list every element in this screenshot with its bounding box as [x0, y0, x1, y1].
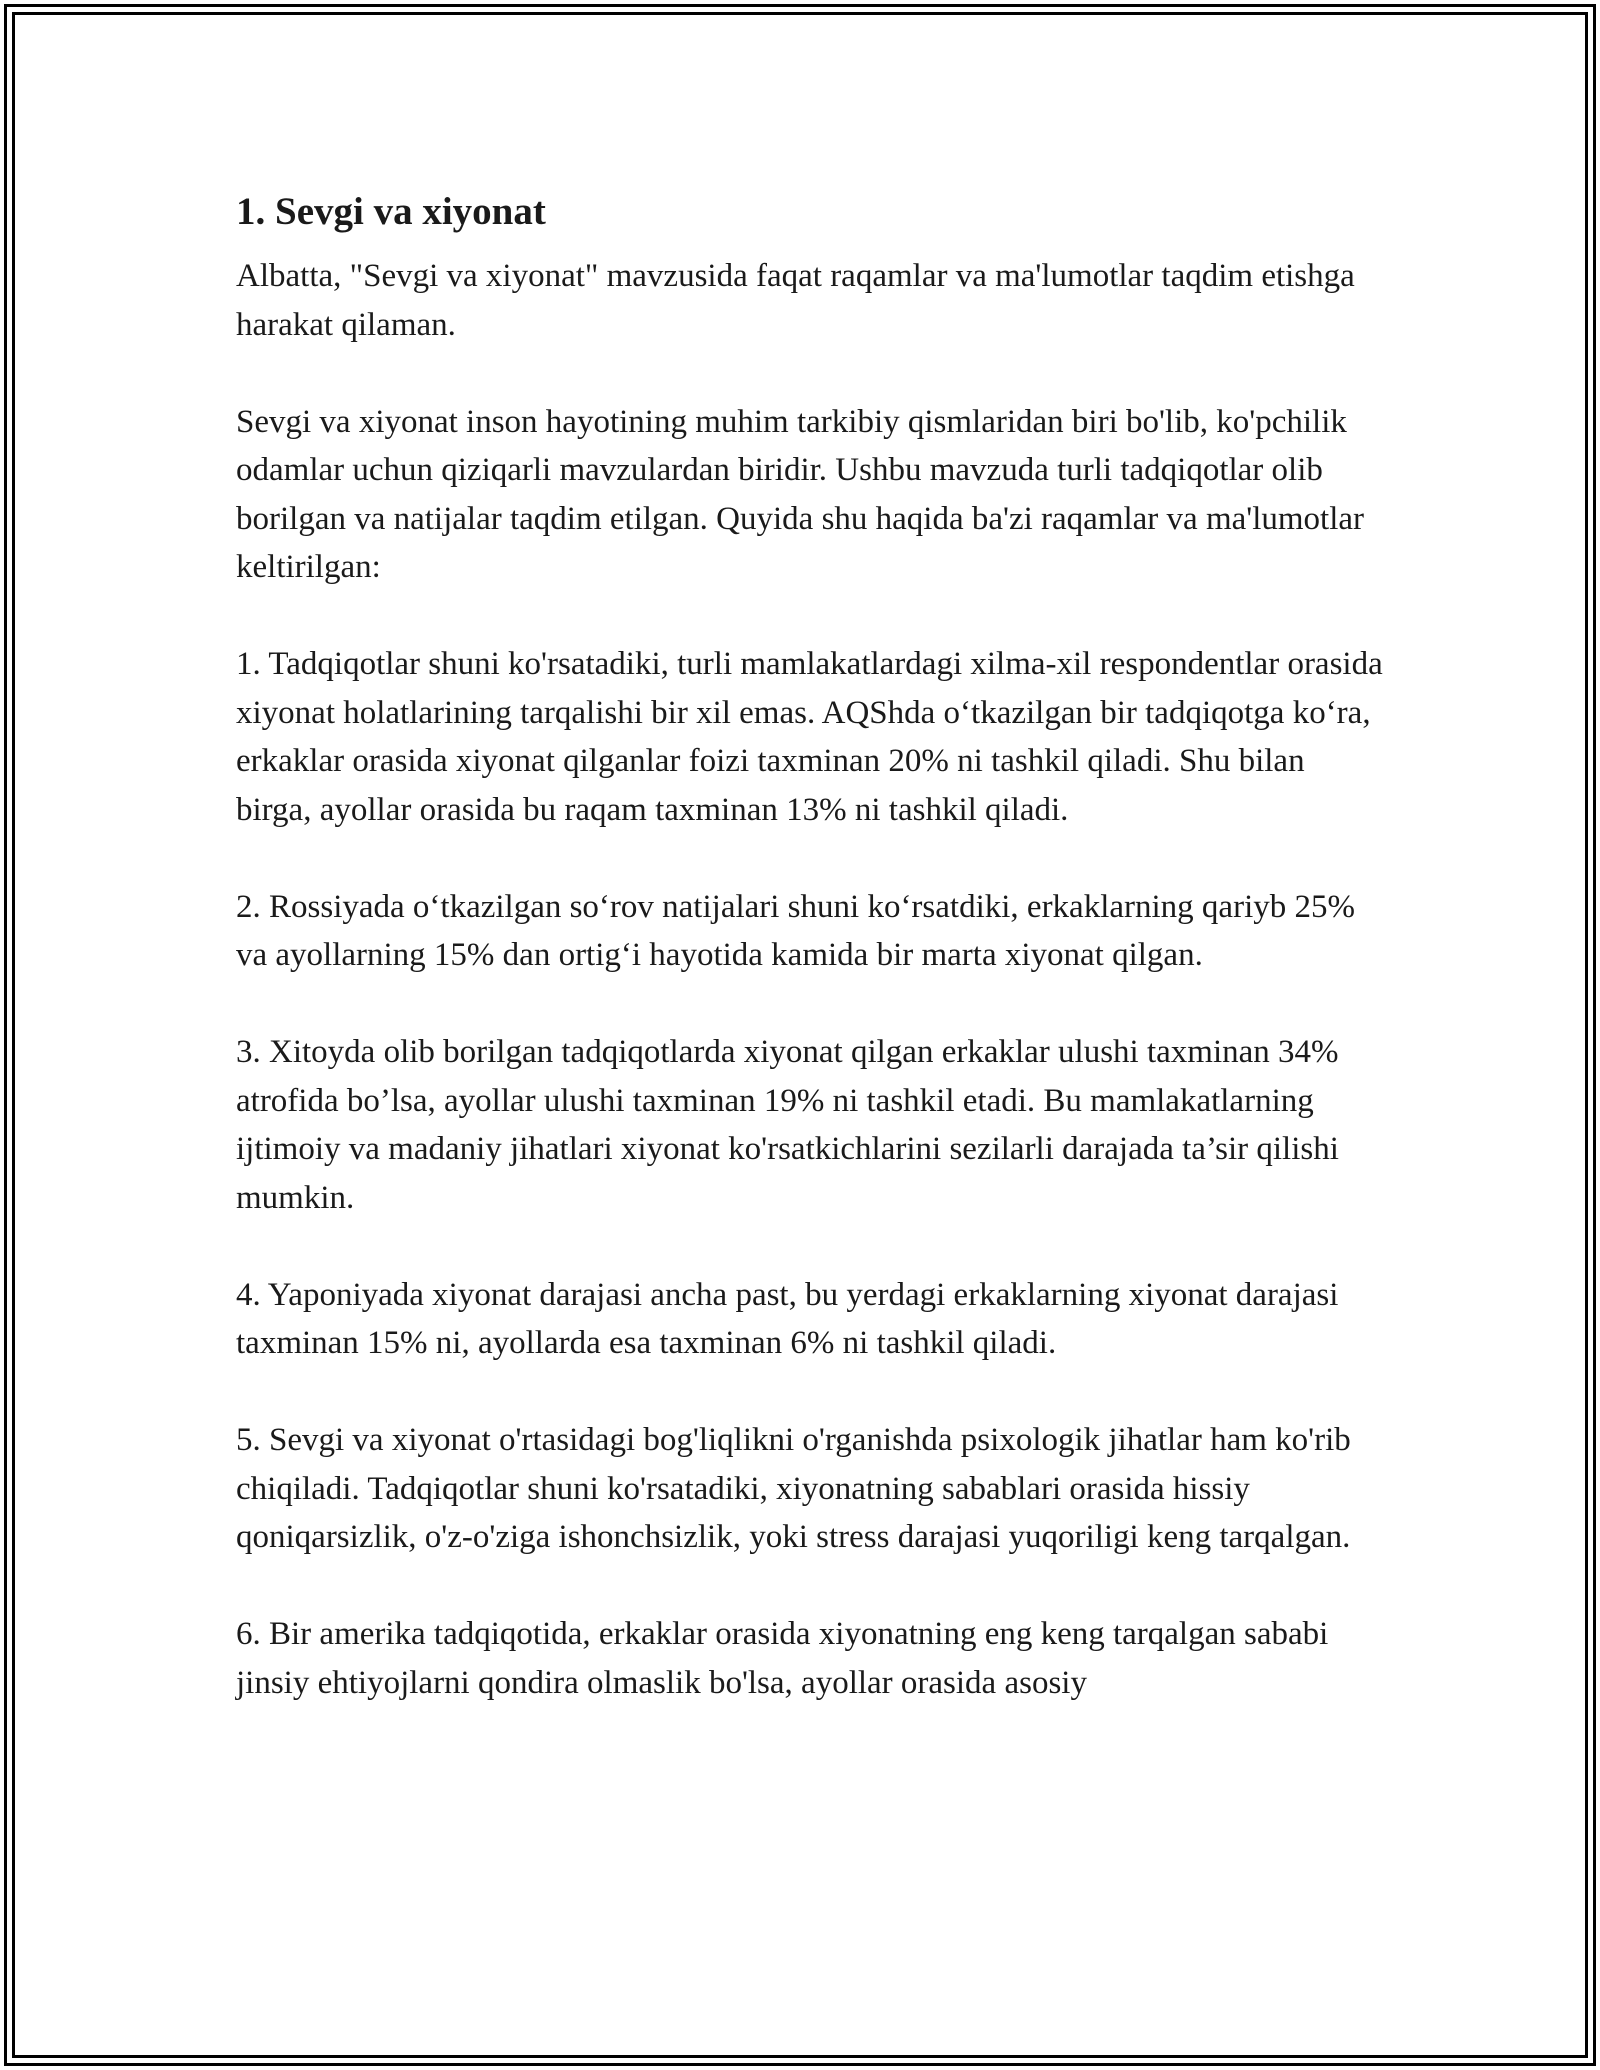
- intro-paragraph: Albatta, "Sevgi va xiyonat" mavzusida faqat raqamlar va ma'lumotlar taqdim etishga harakat qilaman.: [236, 258, 1355, 343]
- point-4-paragraph: 4. Yaponiyada xiyonat darajasi ancha past, bu yerdagi erkaklarning xiyonat darajasi taxminan 15% ni, ayollarda esa taxminan 6% ni tashkil qiladi.: [236, 1276, 1339, 1361]
- point-3-paragraph: 3. Xitoyda olib borilgan tadqiqotlarda xiyonat qilgan erkaklar ulushi taxminan 34% atrofida bo’lsa, ayollar ulushi taxminan 19% ni tashkil etadi. Bu mamlakatlarning ijtimoiy va madaniy jihatlari xiyonat ko'rsatkichlarini sezilarli darajada ta’sir qilishi mumkin.: [236, 1034, 1339, 1216]
- point-6-paragraph: 6. Bir amerika tadqiqotida, erkaklar orasida xiyonatning eng keng tarqalgan sababi jinsiy ehtiyojlarni qondira olmaslik bo'lsa, ayollar orasida asosiy: [236, 1616, 1329, 1701]
- point-1-paragraph: 1. Tadqiqotlar shuni ko'rsatadiki, turli mamlakatlardagi xilma-xil respondentlar orasida xiyonat holatlarining tarqalishi bir xil emas. AQShda o‘tkazilgan bir tadqiqotga ko‘ra, erkaklar orasida xiyonat qilganlar foizi taxminan 20% ni tashkil qiladi. Shu bilan birga, ayollar orasida bu raqam taxminan 13% ni tashkil qiladi.: [236, 646, 1383, 828]
- point-2-paragraph: 2. Rossiyada o‘tkazilgan so‘rov natijalari shuni ko‘rsatdiki, erkaklarning qariyb 25% va ayollarning 15% dan ortig‘i hayotida kamida bir marta xiyonat qilgan.: [236, 888, 1355, 973]
- document-title: 1. Sevgi va xiyonat: [236, 190, 546, 233]
- overview-paragraph: Sevgi va xiyonat inson hayotining muhim tarkibiy qismlaridan biri bo'lib, ko'pchilik odamlar uchun qiziqarli mavzulardan biridir. Ushbu mavzuda turli tadqiqotlar olib borilgan va natijalar taqdim etilgan. Quyida shu haqida ba'zi raqamlar va ma'lumotlar keltirilgan:: [236, 403, 1365, 585]
- point-5-paragraph: 5. Sevgi va xiyonat o'rtasidagi bog'liqlikni o'rganishda psixologik jihatlar ham ko'rib chiqiladi. Tadqiqotlar shuni ko'rsatadiki, xiyonatning sabablari orasida hissiy qoniqarsizlik, o'z-o'ziga ishonchsizlik, yoki stress darajasi yuqoriligi keng tarqalgan.: [236, 1422, 1351, 1555]
- document-body: [236, 184, 1386, 1756]
